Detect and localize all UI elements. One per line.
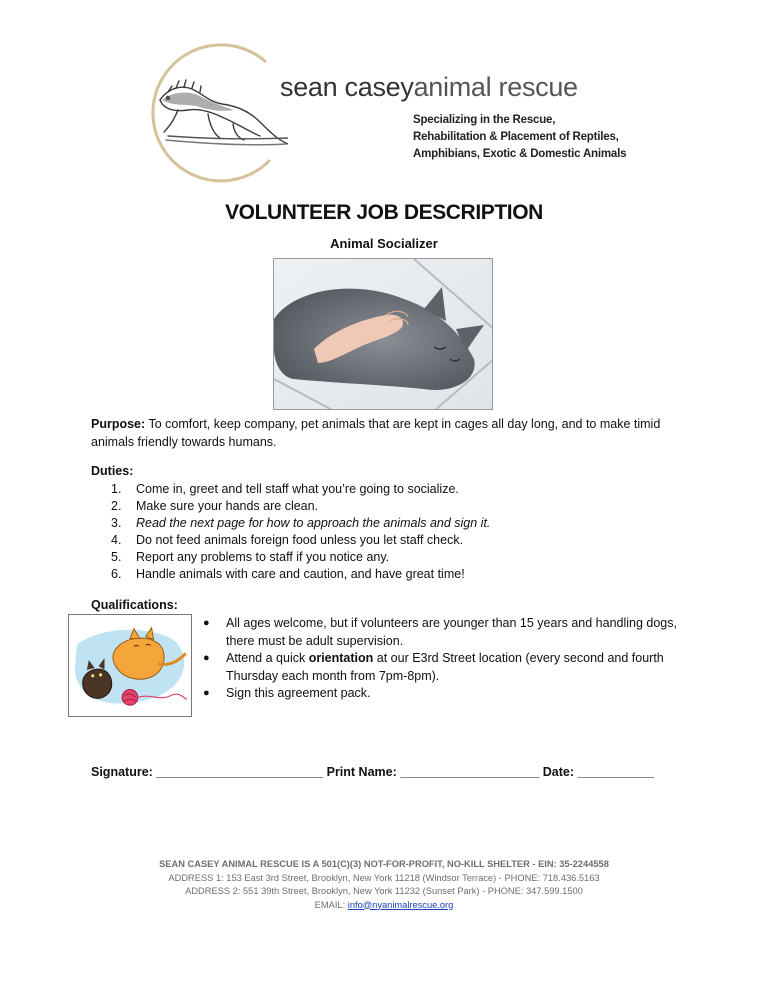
- bullet-icon: ●: [203, 652, 210, 664]
- qualification-text-bold: orientation: [308, 651, 374, 665]
- purpose-label: Purpose:: [91, 417, 146, 431]
- duties-heading: Duties:: [91, 464, 134, 478]
- footer-email-link[interactable]: info@nyanimalrescue.org: [347, 899, 454, 910]
- duty-item: [91, 549, 490, 566]
- tagline-line: Amphibians, Exotic & Domestic Animals: [413, 148, 627, 160]
- date-blank[interactable]: ___________: [574, 765, 654, 779]
- cat-photo: [273, 258, 493, 410]
- purpose-text: To comfort, keep company, pet animals that are kept in cages all day long, and to make timid animals friendly towards humans.: [91, 417, 661, 449]
- org-name: [280, 72, 578, 103]
- qualification-text: Sign this agreement pack.: [226, 686, 371, 700]
- signature-label: Signature:: [91, 765, 153, 779]
- footer-email-label: EMAIL:: [314, 899, 348, 910]
- tagline-line: Specializing in the Rescue,: [413, 114, 556, 126]
- footer-address-1: ADDRESS 1: 153 East 3rd Street, Brooklyn, New York 11218 (Windsor Terrace) - PHONE: 718.436.5163: [168, 872, 600, 883]
- qualification-text-post: at our E3rd Street location (every second and fourth Thursday each month from 7pm-8pm).: [226, 651, 664, 683]
- duty-number: 2.: [111, 499, 122, 513]
- duty-text: Report any problems to staff if you notice any.: [136, 550, 390, 564]
- logo-emblem: [138, 40, 288, 190]
- footer-email-line: [0, 899, 768, 913]
- qualification-item: [203, 650, 683, 685]
- document-title: VOLUNTEER JOB DESCRIPTION: [225, 201, 543, 224]
- duty-number: 6.: [111, 567, 122, 581]
- qualification-item: [203, 615, 683, 650]
- qualification-text: All ages welcome, but if volunteers are younger than 15 years and handling dogs, there must be adult supervision.: [226, 616, 677, 648]
- duties-list: [91, 481, 490, 583]
- cat-being-petted-image: [274, 259, 493, 410]
- lizard-shading: [162, 93, 234, 111]
- qualification-text-pre: Attend a quick: [226, 651, 309, 665]
- footer-nonprofit-line: SEAN CASEY ANIMAL RESCUE IS A 501(C)(3) NOT-FOR-PROFIT, NO-KILL SHELTER - EIN: 35-2244558: [159, 859, 609, 869]
- print-name-label: Print Name:: [326, 765, 397, 779]
- org-tagline: [413, 112, 626, 163]
- duty-number: 1.: [111, 482, 122, 496]
- duty-text: Read the next page for how to approach the animals and sign it.: [136, 516, 491, 530]
- bullet-icon: ●: [203, 687, 210, 699]
- org-name-part2: animal rescue: [413, 72, 578, 102]
- bullet-icon: ●: [203, 617, 210, 629]
- org-name-part1: sean casey: [280, 72, 414, 102]
- duty-item: [91, 515, 490, 532]
- footer: [0, 858, 768, 912]
- duty-item: [91, 532, 490, 549]
- date-label: Date:: [542, 765, 575, 779]
- duty-text: Do not feed animals foreign food unless you let staff check.: [136, 533, 464, 547]
- duty-text: Come in, greet and tell staff what you’re going to socialize.: [136, 482, 459, 496]
- print-name-blank[interactable]: ____________________: [396, 765, 543, 779]
- cats-playing-image: [69, 615, 191, 716]
- duty-text: Make sure your hands are clean.: [136, 499, 319, 513]
- duty-item: [91, 498, 490, 515]
- cats-playing-clipart: [68, 614, 192, 717]
- duty-item: [91, 481, 490, 498]
- signature-row: [91, 765, 654, 779]
- lizard-icon: [160, 80, 288, 145]
- footer-address-2: ADDRESS 2: 551 39th Street, Brooklyn, New York 11232 (Sunset Park) - PHONE: 347.599.1500: [185, 886, 583, 896]
- duty-number: 3.: [111, 516, 122, 530]
- duty-item: [91, 566, 490, 583]
- purpose-paragraph: [91, 415, 691, 451]
- document-subtitle: Animal Socializer: [330, 236, 438, 251]
- duty-number: 5.: [111, 550, 122, 564]
- tagline-line: Rehabilitation & Placement of Reptiles,: [413, 131, 619, 143]
- qualification-item: [203, 685, 683, 703]
- qualifications-list: [203, 615, 683, 703]
- duty-number: 4.: [111, 533, 122, 547]
- signature-blank[interactable]: ________________________: [152, 765, 327, 779]
- duty-text: Handle animals with care and caution, and have great time!: [136, 567, 465, 581]
- qualifications-heading: Qualifications:: [91, 598, 178, 612]
